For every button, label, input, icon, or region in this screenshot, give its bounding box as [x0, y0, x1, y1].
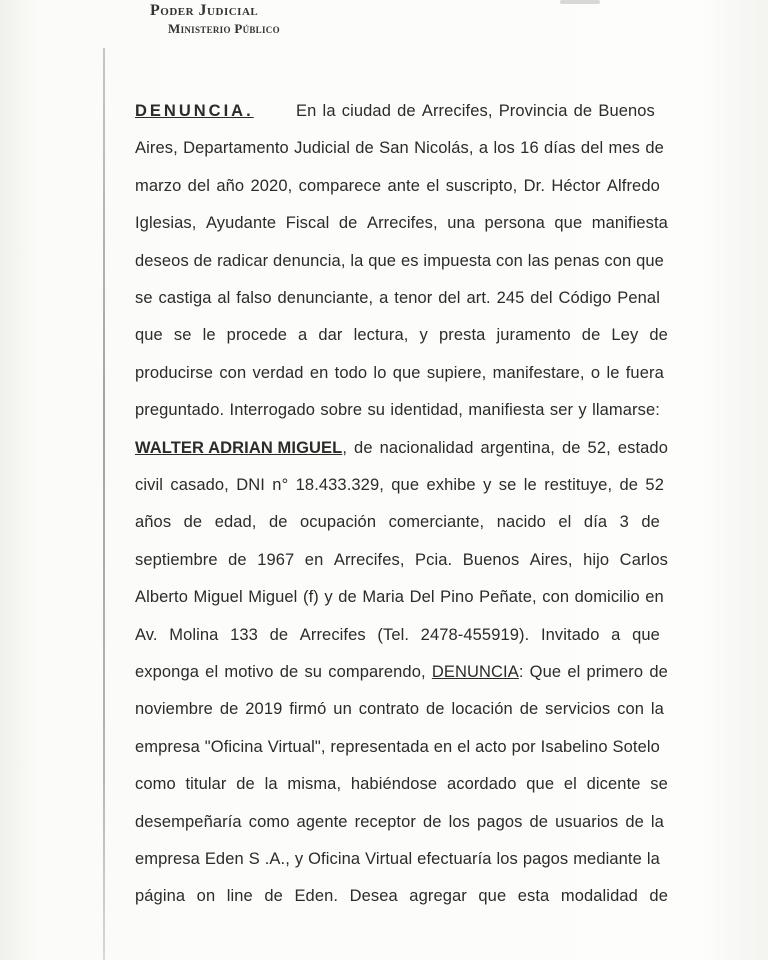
word: producirse: [135, 363, 214, 382]
word: Arrecifes,: [366, 214, 438, 233]
word: n°: [272, 476, 289, 494]
word: 2019: [245, 700, 283, 719]
word: ciudad: [341, 102, 391, 120]
word: de: [397, 102, 416, 120]
word: falso: [236, 289, 272, 307]
word: civil: [135, 476, 163, 494]
word: marzo: [135, 176, 182, 195]
word: la: [322, 102, 336, 120]
word: 1967: [257, 550, 295, 569]
word: locación: [451, 700, 513, 719]
text-line: [135, 139, 664, 158]
word: su: [367, 401, 386, 420]
word: manifestare,: [492, 363, 585, 382]
word: identidad,: [390, 401, 463, 420]
word: página: [135, 887, 186, 906]
word: Sotelo: [612, 737, 660, 756]
word: comparece: [298, 176, 382, 195]
word: lectura,: [353, 326, 409, 345]
word: Alberto: [135, 588, 188, 607]
word: 245: [496, 289, 525, 307]
word: de: [645, 139, 664, 158]
word: 18.433.329,: [295, 476, 384, 494]
word: 133: [230, 625, 258, 644]
word: suscripto,: [445, 176, 518, 195]
text-line: [135, 663, 668, 682]
word: :: [518, 663, 524, 681]
word: penas: [554, 251, 600, 270]
letterhead-office: Ministerio Público: [168, 21, 280, 36]
word: día: [583, 513, 608, 532]
word: que: [526, 775, 555, 794]
word: ser: [549, 401, 574, 420]
word: 2478-455919).: [420, 625, 530, 644]
word: de: [426, 700, 445, 719]
word: pagos: [477, 812, 523, 831]
word: Invitado: [540, 625, 600, 644]
word: Nicolás,: [414, 139, 474, 158]
word: supiere,: [426, 363, 487, 382]
word: de: [422, 812, 442, 831]
word: a: [478, 139, 489, 158]
word: y: [483, 476, 492, 494]
word: pagos: [522, 850, 569, 868]
word: empresa: [135, 737, 200, 756]
letterhead-institution: Poder Judicial: [150, 2, 259, 19]
word: agente: [296, 812, 348, 831]
word: deseos: [135, 251, 189, 270]
word: agregar: [409, 887, 467, 906]
text-line: [135, 850, 660, 869]
word: San: [379, 139, 409, 158]
word: Provincia: [498, 102, 568, 120]
word: de: [641, 513, 660, 532]
text-line: [135, 775, 668, 794]
word: Isabelino: [540, 737, 608, 756]
word: primero: [586, 663, 644, 681]
word: radicar: [217, 251, 269, 270]
word: estado: [617, 438, 668, 457]
text-line: [135, 252, 664, 271]
word: que: [636, 251, 664, 270]
word: que: [392, 363, 421, 382]
word: la: [650, 700, 664, 719]
word: Av.: [135, 625, 158, 644]
word: Ayudante: [205, 214, 277, 233]
word: que: [554, 214, 583, 233]
word: contrato: [358, 700, 420, 719]
word: nacionalidad: [379, 438, 474, 457]
word: edad,: [214, 513, 257, 532]
word: su: [304, 663, 323, 681]
word: En: [296, 102, 317, 120]
word: llamarse:: [592, 401, 660, 420]
text-line: [135, 177, 660, 196]
word: Arrecifes: [299, 625, 366, 644]
word: denunciante,: [277, 289, 374, 307]
word: que: [478, 887, 507, 906]
word: argentina,: [480, 438, 555, 457]
word: exhibe: [426, 476, 476, 494]
word: de: [355, 139, 374, 158]
word: impuesta: [423, 251, 492, 270]
word: con: [496, 251, 523, 270]
word: ante: [387, 176, 420, 195]
word: los: [448, 812, 470, 831]
word: del: [530, 289, 553, 307]
word: Peñate,: [479, 588, 537, 607]
word: noviembre: [135, 700, 213, 719]
word: casado,: [170, 476, 229, 494]
word: "Oficina: [204, 737, 263, 756]
word: 52: [645, 476, 664, 494]
word: Arrecifes,: [333, 550, 405, 569]
word: desempeñaría: [135, 812, 242, 831]
word: de: [338, 588, 357, 607]
word: la: [646, 850, 660, 868]
word: con: [542, 588, 570, 607]
word: se: [650, 775, 668, 794]
word: y: [419, 326, 428, 345]
text-line: [135, 813, 664, 832]
word: de: [619, 476, 639, 494]
word: de: [268, 513, 288, 532]
word: de: [279, 663, 299, 681]
margin-rule: [103, 48, 105, 960]
text-line: [296, 102, 655, 121]
word: nacido: [496, 513, 546, 532]
word: 3: [619, 513, 629, 532]
word: Penal: [617, 289, 660, 307]
word: dar: [318, 326, 343, 345]
word: receptor: [354, 812, 416, 831]
word: de: [649, 887, 668, 906]
word: los: [496, 850, 518, 868]
word: del: [580, 139, 604, 158]
word: en: [645, 588, 664, 607]
text-line: [135, 887, 668, 906]
word: a: [379, 289, 389, 307]
word: a: [298, 326, 308, 345]
word: castiga: [158, 289, 212, 307]
word: que: [391, 476, 420, 494]
word: 16: [520, 139, 539, 158]
word: los: [493, 139, 515, 158]
word: habiéndose: [350, 775, 438, 794]
word: el: [457, 737, 471, 756]
word: que: [368, 251, 397, 270]
word: mediante: [573, 850, 642, 868]
word: de: [228, 550, 247, 569]
word: Judicial: [294, 139, 350, 158]
word: on: [196, 887, 216, 906]
word: procede: [226, 326, 287, 345]
word: ocupación: [299, 513, 377, 532]
word: al: [217, 289, 231, 307]
word: de: [573, 102, 593, 120]
letterhead: [150, 2, 280, 37]
word: o: [590, 363, 601, 382]
word: de: [236, 775, 255, 794]
word: se: [173, 326, 192, 345]
word: exponga: [135, 663, 200, 681]
word: de: [264, 887, 283, 906]
word: persona: [484, 214, 545, 233]
word: Virtual: [365, 850, 413, 868]
word: DNI: [236, 476, 265, 494]
word: el: [567, 663, 581, 681]
word: de: [354, 438, 373, 457]
word: usuarios: [555, 812, 619, 831]
word: misma,: [287, 775, 342, 794]
word: Miguel: [248, 588, 298, 607]
word: manifiesta: [591, 214, 668, 233]
word-group: [135, 439, 347, 458]
word: hijo: [583, 550, 610, 569]
word: el: [205, 663, 219, 681]
text-line: [135, 626, 660, 645]
word: las: [527, 251, 550, 270]
word: acto: [475, 737, 507, 756]
word: a: [611, 625, 621, 644]
word: es: [400, 251, 419, 270]
word: Pcia.: [415, 550, 453, 569]
word: lo: [373, 363, 387, 382]
text-line: [135, 214, 668, 233]
word: ,: [342, 438, 348, 457]
word: Del: [409, 588, 435, 607]
word: presta: [438, 326, 486, 345]
word: por: [511, 737, 536, 756]
word: de: [338, 214, 358, 233]
word: servicios: [545, 700, 611, 719]
word: años: [135, 513, 172, 532]
word-group: [432, 663, 524, 682]
text-line: [135, 289, 660, 308]
text-line: [135, 476, 664, 495]
word: la: [264, 775, 278, 794]
text-line: [135, 364, 664, 383]
word: con: [604, 251, 632, 270]
word: efectuaría: [417, 850, 492, 868]
word: Molina: [169, 625, 219, 644]
word: se: [135, 289, 153, 307]
word: Código: [558, 289, 612, 307]
word: Oficina: [308, 850, 361, 868]
word: le: [523, 476, 537, 494]
word: como: [248, 812, 290, 831]
word: el: [426, 176, 440, 195]
word: motivo: [224, 663, 274, 681]
word: Carlos: [619, 550, 668, 569]
word: manifiesta: [468, 401, 545, 420]
word: Desea: [349, 887, 398, 906]
word: Aires,: [529, 550, 573, 569]
word: de: [625, 812, 644, 831]
word: S: [248, 850, 260, 868]
word: de: [649, 663, 668, 681]
word: se: [498, 476, 517, 494]
word: Dr.: [523, 176, 546, 195]
word: el: [563, 775, 577, 794]
word: Departamento: [183, 139, 289, 158]
word: comerciante,: [388, 513, 485, 532]
word: Eden: [204, 850, 244, 868]
denuncia-keyword: DENUNCIA: [431, 663, 519, 681]
word: representada: [330, 737, 429, 756]
document-title: DENUNCIA.: [135, 102, 254, 120]
text-line: [135, 738, 660, 757]
word: y: [294, 850, 304, 868]
word: le: [606, 363, 620, 382]
word: en: [304, 550, 324, 569]
word: de: [219, 700, 239, 719]
word: de: [193, 251, 213, 270]
complainant-name: WALTER ADRIAN MIGUEL: [135, 438, 343, 457]
word: Arrecifes,: [421, 102, 493, 120]
word: esta: [517, 887, 550, 906]
word: Que: [529, 663, 562, 681]
word: la: [650, 812, 664, 831]
word: Maria: [362, 588, 405, 607]
word: Alfredo: [606, 176, 660, 195]
word: un: [333, 700, 352, 719]
word: Buenos: [598, 102, 655, 120]
word: con: [617, 700, 644, 719]
word: Buenos: [462, 550, 520, 569]
word: que: [632, 625, 660, 644]
word: modalidad: [560, 887, 638, 906]
word: verdad: [252, 363, 304, 382]
word: y: [324, 588, 333, 607]
scan-smudge: [560, 0, 600, 4]
word: Ley: [611, 326, 639, 345]
word: .A.,: [264, 850, 290, 868]
word: en: [309, 363, 329, 382]
word: Fiscal: [285, 214, 330, 233]
word: comparendo,: [328, 663, 426, 681]
word: sobre: [320, 401, 363, 420]
text-line: [135, 326, 668, 345]
word: denuncia,: [273, 251, 346, 270]
word: domicilio: [574, 588, 640, 607]
word: de: [519, 700, 539, 719]
word: dicente: [586, 775, 641, 794]
word: con: [219, 363, 247, 382]
word: le: [202, 326, 216, 345]
word: la: [350, 251, 364, 270]
text-line: [135, 588, 664, 607]
word: días: [544, 139, 576, 158]
word: el: [558, 513, 572, 532]
word: Pino: [440, 588, 474, 607]
word: art.: [466, 289, 491, 307]
word: septiembre: [135, 550, 218, 569]
word: de: [183, 513, 203, 532]
text-line: [135, 513, 660, 532]
word: Miguel: [193, 588, 243, 607]
word: año: [216, 176, 245, 195]
word: tenor: [394, 289, 433, 307]
word: preguntado.: [135, 401, 225, 420]
word: Aires,: [135, 139, 178, 158]
word: del: [187, 176, 210, 195]
word: (f): [302, 588, 319, 607]
text-line: [135, 401, 660, 420]
word: titular: [185, 775, 227, 794]
word: de: [649, 326, 668, 345]
word: mes: [608, 139, 641, 158]
word: firmó: [289, 700, 327, 719]
word: de: [581, 326, 601, 345]
word: de: [269, 625, 289, 644]
word: (Tel.: [377, 625, 410, 644]
word: 52,: [587, 438, 611, 457]
word: del: [438, 289, 461, 307]
word: que: [135, 326, 163, 345]
word: line: [226, 887, 253, 906]
word: juramento: [496, 326, 571, 345]
word: en: [433, 737, 453, 756]
word: de: [529, 812, 549, 831]
word: una: [447, 214, 476, 233]
word: de: [561, 438, 581, 457]
word: 2020,: [250, 176, 293, 195]
text-line: [135, 551, 668, 570]
word: y: [578, 401, 587, 420]
text-line: [135, 439, 668, 458]
word: Iglesias,: [135, 214, 197, 233]
word: Héctor: [551, 176, 601, 195]
word: acordado: [446, 775, 517, 794]
word: Eden.: [294, 887, 339, 906]
word: restituye,: [544, 476, 613, 494]
word: empresa: [135, 850, 200, 868]
text-line: [135, 700, 664, 719]
word: fuera: [625, 363, 664, 382]
word: Virtual",: [267, 737, 326, 756]
word: todo: [334, 363, 368, 382]
word: Interrogado: [229, 401, 316, 420]
word: como: [135, 775, 176, 794]
